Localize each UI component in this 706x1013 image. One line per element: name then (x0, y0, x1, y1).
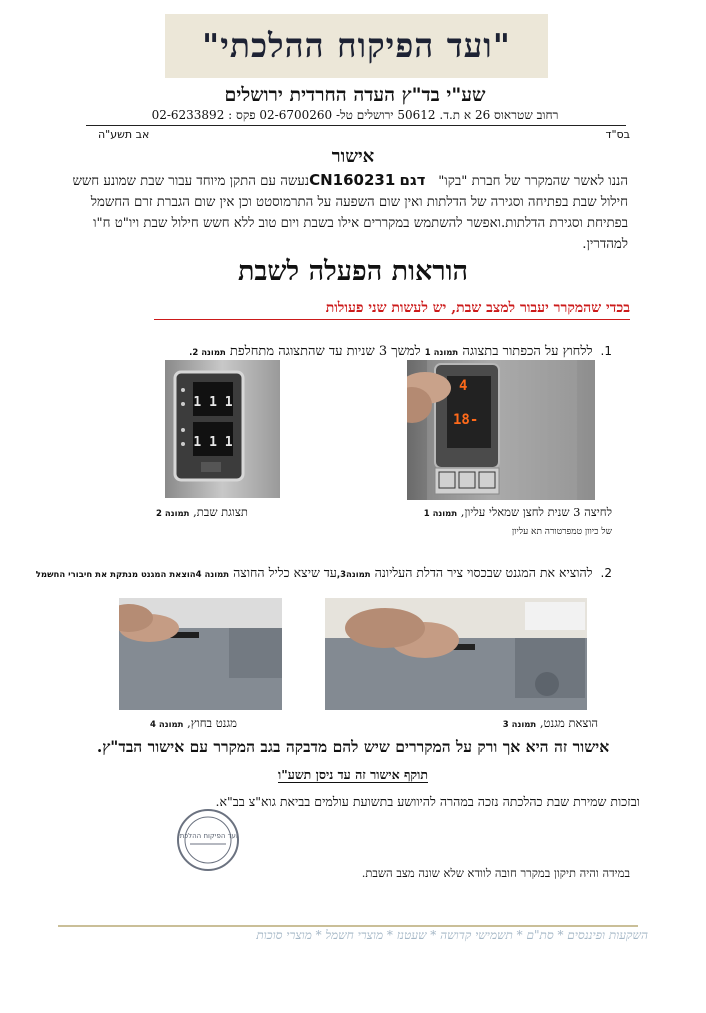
caption-1-note: של כיוון טמפרטורה תא עליון (511, 527, 612, 537)
photo-1-drawing (407, 360, 595, 500)
caption-4 (150, 716, 237, 730)
org-name: "ועד הפיקוח ההלכתי" (202, 26, 511, 65)
caption-4-ref: תמונה 4 (150, 720, 184, 730)
display-bottom-value: -18 (453, 412, 479, 428)
approval-title: אישור (331, 146, 375, 167)
blessing-line: ובזכות שמירת שבת כהלכתה נזכה במהרה להיוושע בתשועת עולמים בביאת גוא"צ בב"א. (215, 794, 640, 809)
step-1-pic2-ref: תמונה 2. (189, 348, 226, 358)
stamp-text: ועד הפיקוח ההלכתי (178, 832, 238, 840)
official-stamp (176, 808, 240, 872)
photo-2-sabbath-display (165, 360, 280, 498)
caption-3-ref: תמונה 3 (502, 720, 537, 730)
svg-text:1 1 1: 1 1 1 (193, 435, 233, 450)
step-1-pic1-ref: תמונה 1 (424, 348, 459, 358)
caption-1-ref: תמונה 1 (423, 509, 458, 519)
photo-4-drawing (119, 598, 282, 710)
bsd-mark: בס"ד (605, 128, 630, 141)
model-number: CN160231 (309, 171, 396, 189)
step-2-text-b: עד שיצא כליל החוצה (233, 565, 337, 580)
model-label: דגם (399, 171, 426, 189)
header-divider (86, 125, 626, 126)
caption-1 (424, 505, 612, 519)
photo-4-magnet-out (119, 598, 282, 710)
step-2-number: 2. (600, 566, 612, 580)
validity-line (0, 767, 706, 783)
footer-services: השקעות ופיננסים * סת"ם * תשמישי קדושה * שעטנז * מוצרי חשמל * מוצרי סוכות (256, 928, 648, 942)
caption-2-ref: תמונה 2 (156, 509, 190, 519)
step-1 (189, 343, 612, 359)
step-1-text-b: למשך 3 שניות עד שהתצוגה מתחלפת (229, 344, 421, 359)
para-rest: נעשה עם התקן מיוחד עבור שבת שמונע חשש חילול שבת בפתיחה וסגירה של הדלתות ואין שום השפעה על התרמוסטט וכן אין שום הגברת זרם החשמל בפתיחת וסגירת הדלתות.ואפשר להשתמש במקררים אילו בשבת ויום טוב ללא חשש חילול שבת ויו"ט ח"ו למהדרין. (72, 174, 628, 252)
footer-divider (58, 925, 638, 927)
validity-text: תוקף אישור זה עד ניסן תשע"ו (278, 767, 428, 782)
caption-2 (156, 505, 248, 519)
svg-text:1 1 1: 1 1 1 (193, 395, 233, 410)
step-1-text-a: ללחוץ על הכפתור בתצוגה (462, 344, 593, 359)
caption-4-text: מגנט בחוץ, (187, 716, 238, 730)
para-start: הננו לאשר שהמקרר של חברת "בקו" (438, 174, 628, 189)
photo-2-drawing (165, 360, 280, 498)
address-line: רחוב שטראוס 26 א ת.ד. 50612 ירושלים טל- 02-6700260 פקס : 02-6233892 (151, 108, 559, 122)
caption-3-text: הוצאת מגנט, (539, 716, 598, 730)
step-2-text-a: להוציא את המגנט שבכסוי ציר הדלת העליונה (374, 565, 593, 580)
instructions-title: הוראות הפעלה לשבת (237, 256, 469, 287)
stamp-drawing (176, 808, 240, 872)
display-top-value: 4 (459, 378, 468, 394)
photo-3-drawing (325, 598, 587, 710)
approval-paragraph (72, 170, 628, 255)
step-2-pic3-ref: תמונה3, (336, 570, 371, 580)
caption-1-text: לחיצה 3 שנית לחצן שמאלי עליון, (460, 505, 612, 519)
org-logo (165, 14, 548, 78)
step-2 (2, 562, 612, 586)
sub-title: שע"י בד"ץ העדה החרדית ירושלים (224, 84, 486, 106)
step-1-number: 1. (600, 344, 612, 358)
caption-3 (503, 716, 598, 730)
step-2-pic4-ref: תמונה 4הוצאת המגנט מנתקת את חיבורי החשמל (35, 570, 230, 580)
repair-note: במידה והיה תיקון במקרר חובה לוודא שלא שונה מצב השבת. (361, 866, 630, 880)
photo-3-magnet-removal (325, 598, 587, 710)
instructions-subtitle: בכדי שהמקרר יעבור למצב שבת, יש לעשות שני פעולות (154, 300, 630, 320)
caption-2-text: תצוגת שבת, (193, 505, 248, 519)
photo-1-display-press (407, 360, 595, 500)
hebrew-date: אב תשע"ה (98, 128, 150, 141)
sticker-requirement: אישור זה היא אך ורק על המקררים שיש להם מדבקה בגב המקרר עם אישור הבד"ץ. (96, 737, 610, 756)
